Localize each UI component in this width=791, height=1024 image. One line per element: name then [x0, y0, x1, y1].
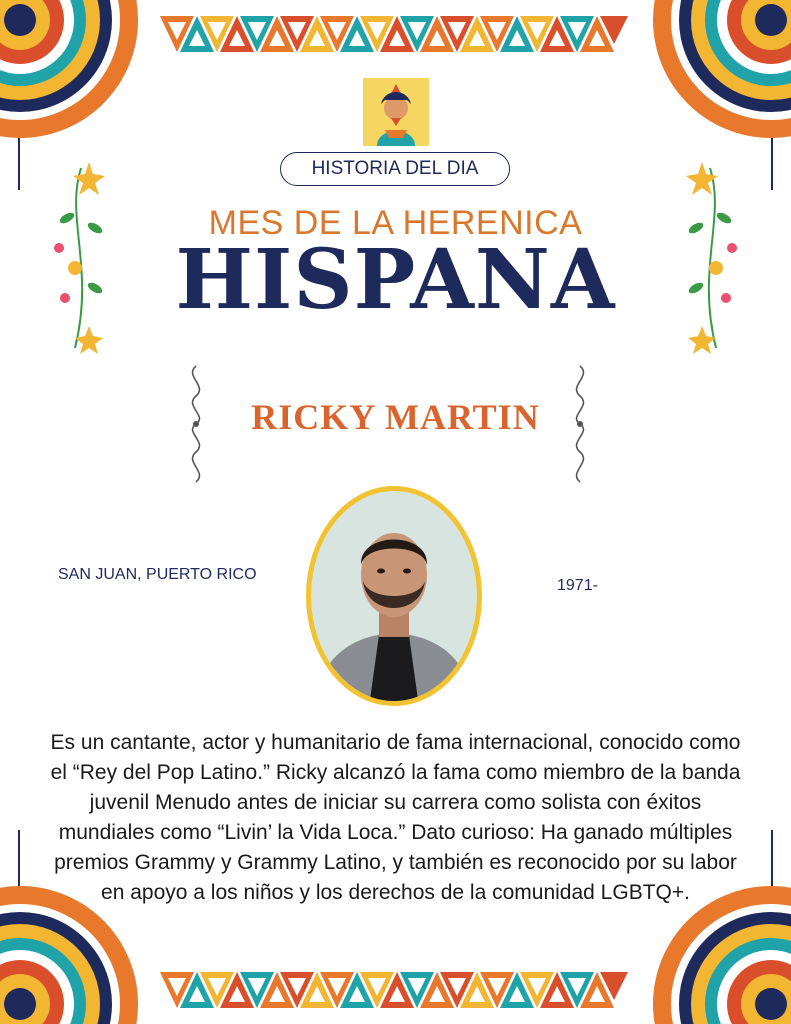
birth-year-text: 1971-: [557, 577, 598, 594]
birthplace-text: SAN JUAN, PUERTO RICO: [58, 566, 257, 583]
portrait-photo: [305, 485, 483, 707]
floral-vine-icon: [680, 158, 746, 358]
page-title: HISPANA: [175, 232, 616, 328]
mandala-corner-icon: [0, 0, 140, 140]
heritage-logo-icon: [363, 78, 429, 146]
top-triangle-banner: [160, 14, 630, 56]
story-of-the-day-label: HISTORIA DEL DIA: [280, 152, 510, 186]
biography-text: Es un cantante, actor y humanitario de fama internacional, conocido como el “Rey del Pop Latino.” Ricky alcanzó la fama como miembro de la banda juvenil Menudo antes de iniciar su carrera como solista con éxitos mundiales como “Livin’ la Vida Loca.” Dato curioso: Ha ganado múltiples premios Grammy y Grammy Latino, y también es reconocido por su labor en apoyo a los niños y los derechos de la comunidad LGBTQ+.: [50, 731, 741, 904]
bottom-triangle-banner: [160, 970, 630, 1012]
floral-vine-icon: [45, 158, 111, 358]
person-name: RICKY MARTIN: [251, 397, 540, 437]
heritage-month-subtitle: MES DE LA HERENICA: [208, 204, 583, 242]
mandala-corner-icon: [651, 0, 791, 140]
